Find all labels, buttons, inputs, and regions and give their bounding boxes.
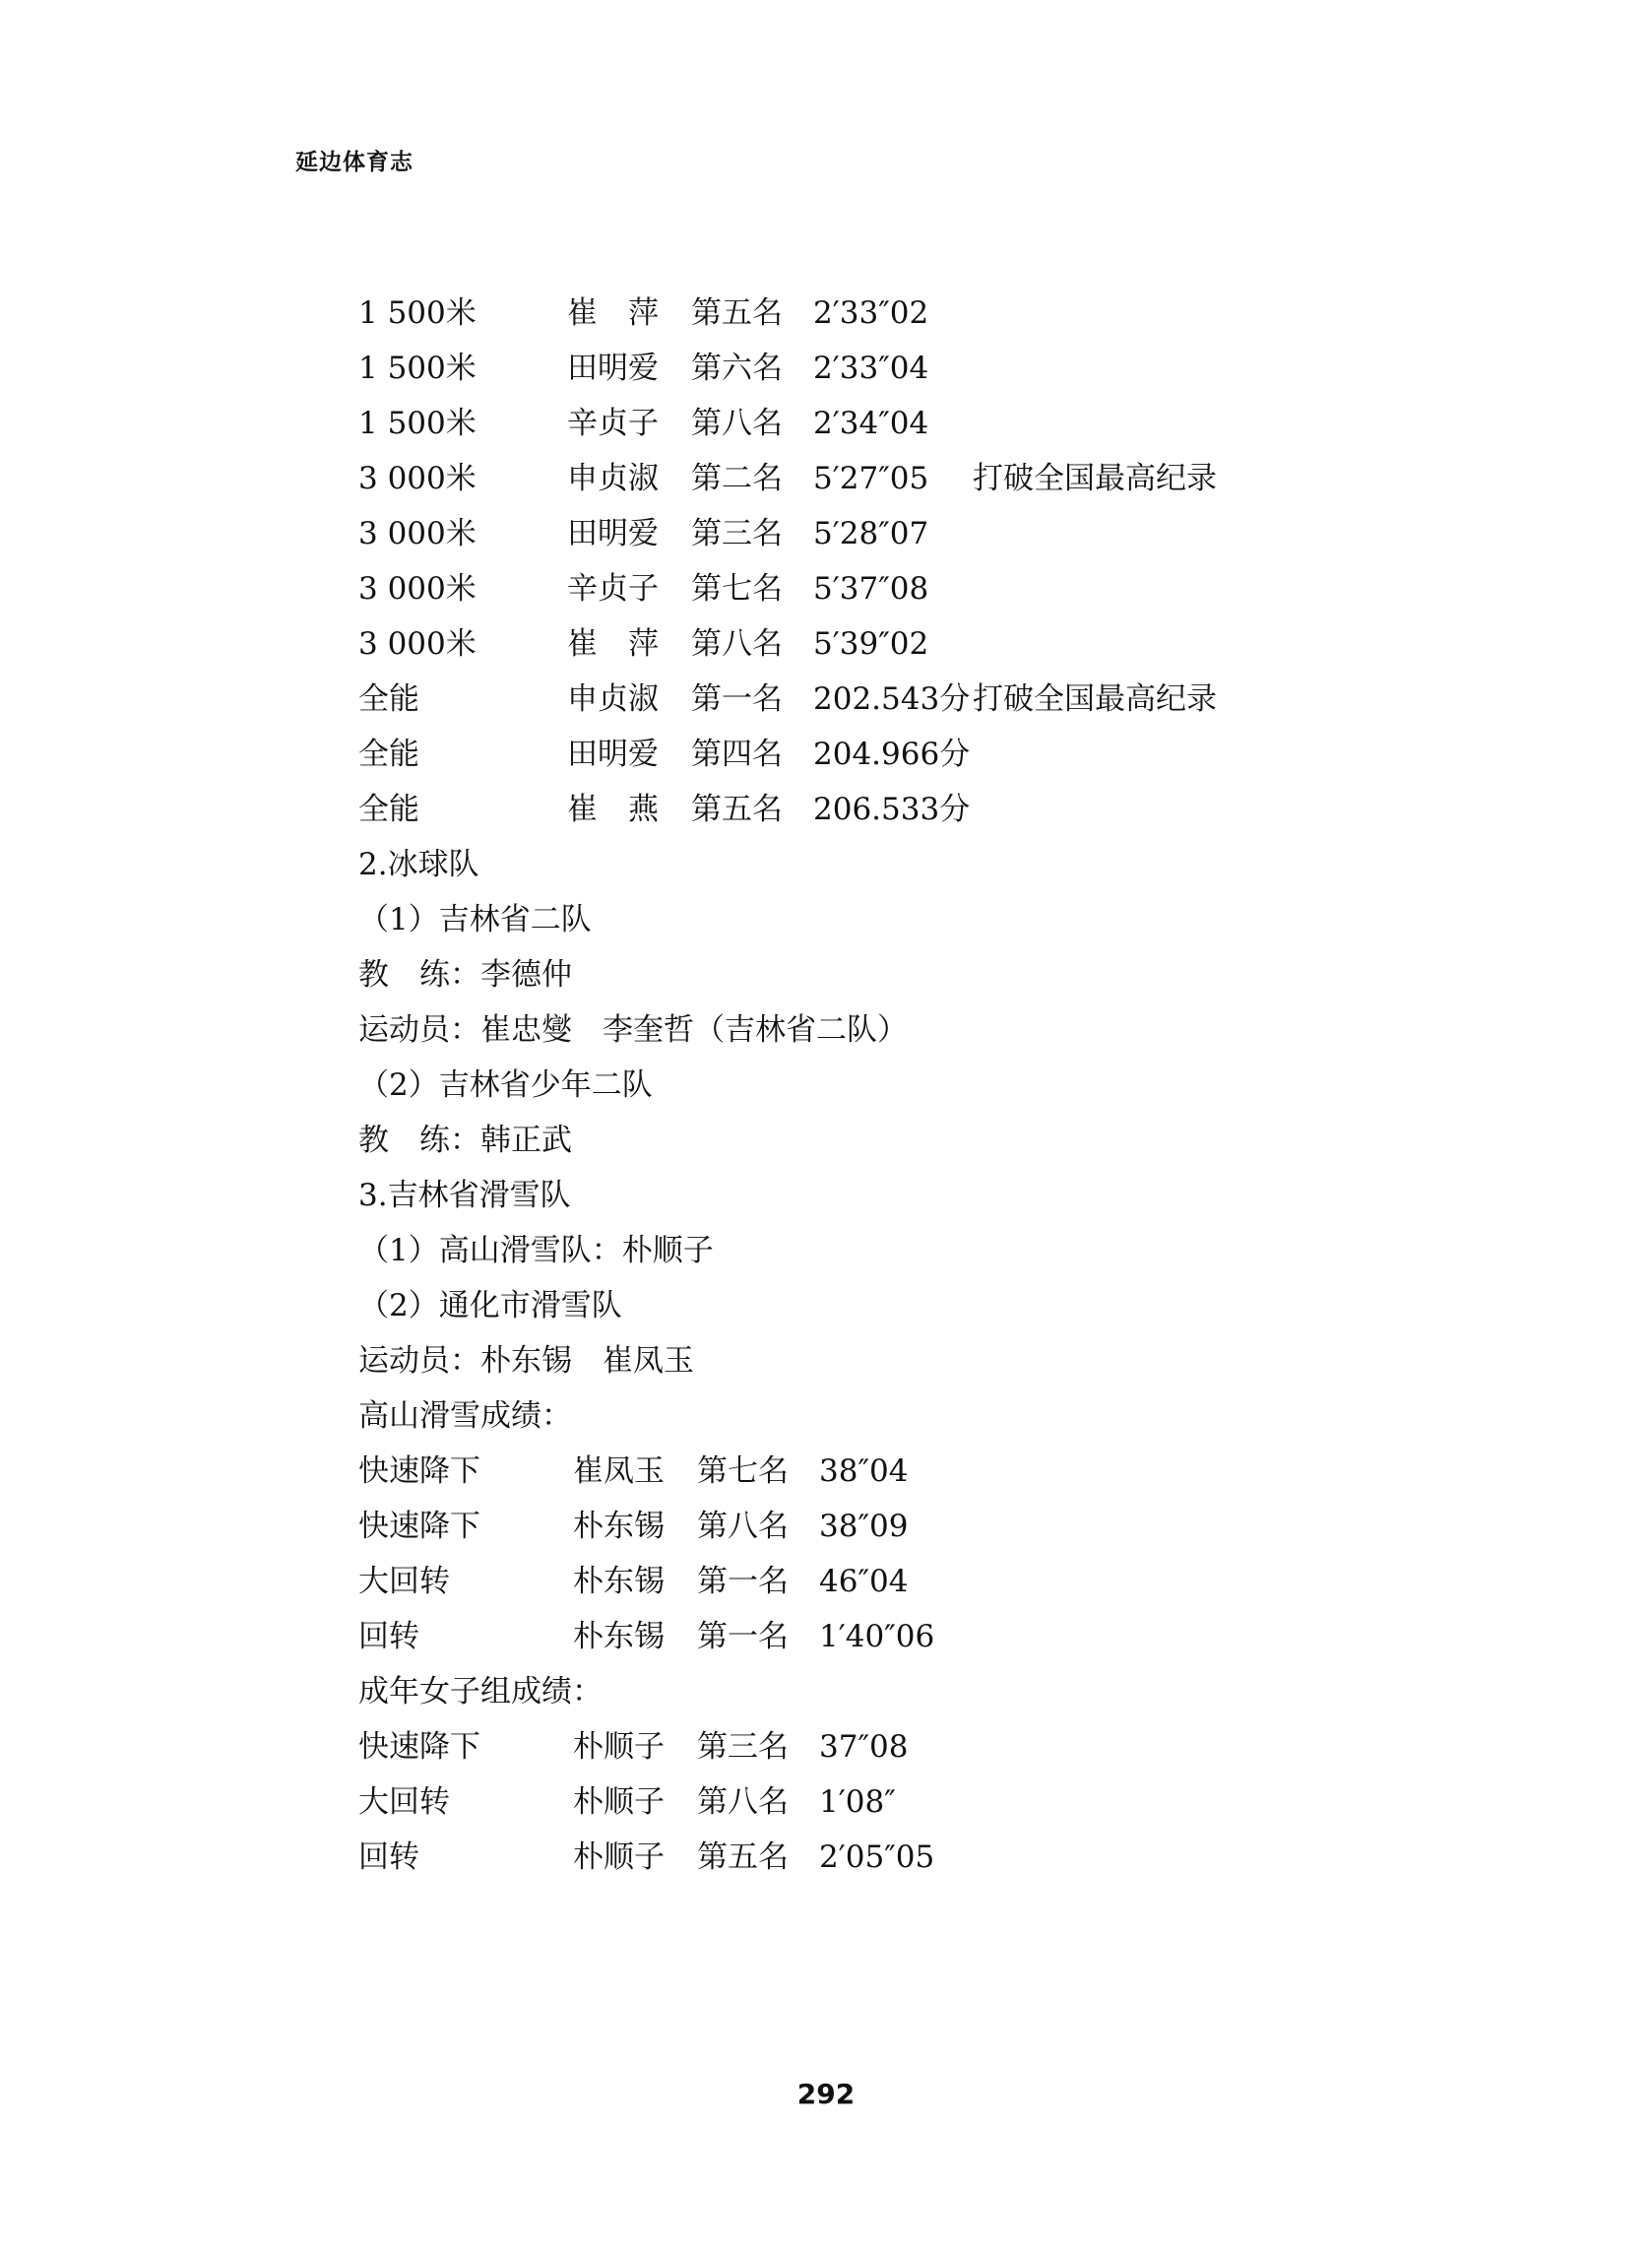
result-row [358, 506, 1540, 561]
rank: 第一名 [697, 1619, 789, 1654]
rank: 第七名 [697, 1453, 789, 1489]
event: 3 000米 [358, 516, 477, 551]
result-row [358, 396, 1540, 451]
rank: 第四名 [691, 737, 783, 772]
result: 5′28″07 [813, 516, 929, 551]
running-header: 延边体育志 [295, 150, 413, 175]
rank: 第八名 [697, 1509, 789, 1544]
result: 204.966分 [813, 737, 971, 772]
result: 1′08″ [819, 1784, 896, 1820]
athlete-name: 朴东锡 [573, 1619, 665, 1654]
subsection-heading: 高山滑雪成绩： [358, 1398, 572, 1434]
result: 5′37″08 [813, 571, 929, 607]
event: 全能 [358, 681, 419, 717]
result-row [358, 1830, 1540, 1885]
team-line: （1）吉林省二队 [358, 902, 592, 937]
team-line: （2）吉林省少年二队 [358, 1067, 653, 1103]
event: 回转 [358, 1619, 419, 1654]
result: 206.533分 [813, 792, 971, 827]
result-row [358, 1499, 1540, 1554]
result: 2′34″04 [813, 406, 929, 441]
coach-line: 教 练：韩正武 [358, 1123, 572, 1158]
section-heading: 2.冰球队 [358, 847, 479, 882]
rank: 第三名 [691, 516, 783, 551]
result-row [358, 1609, 1540, 1664]
athlete-name: 崔凤玉 [573, 1453, 665, 1489]
section-heading: 3.吉林省滑雪队 [358, 1178, 571, 1213]
athlete-name: 辛贞子 [567, 406, 659, 441]
athletes-line: 运动员：崔忠燮 李奎哲（吉林省二队） [358, 1012, 908, 1048]
athlete-name: 朴东锡 [573, 1564, 665, 1599]
result-row [358, 1774, 1540, 1830]
event: 全能 [358, 737, 419, 772]
athlete-name: 朴东锡 [573, 1509, 665, 1544]
result: 5′39″02 [813, 626, 929, 662]
event: 3 000米 [358, 571, 477, 607]
athlete-name: 朴顺子 [573, 1839, 665, 1875]
result: 202.543分 [813, 681, 971, 717]
athlete-name: 崔 萍 [567, 626, 659, 662]
result: 46″04 [819, 1564, 909, 1599]
result-row [358, 341, 1540, 396]
event: 大回转 [358, 1564, 450, 1599]
page-number: 292 [796, 2078, 856, 2110]
team-line: （2）通化市滑雪队 [358, 1288, 622, 1323]
rank: 第七名 [691, 571, 783, 607]
rank: 第五名 [691, 295, 783, 331]
rank: 第八名 [691, 406, 783, 441]
rank: 第二名 [691, 461, 783, 496]
result: 2′05″05 [819, 1839, 935, 1875]
result-row [358, 451, 1540, 506]
athlete-name: 田明爱 [567, 351, 659, 386]
result: 1′40″06 [819, 1619, 935, 1654]
athlete-name: 申贞淑 [567, 681, 659, 717]
athlete-name: 田明爱 [567, 516, 659, 551]
athlete-name: 辛贞子 [567, 571, 659, 607]
result-row [358, 616, 1540, 672]
rank: 第五名 [697, 1839, 789, 1875]
athlete-name: 崔 萍 [567, 295, 659, 331]
event: 1 500米 [358, 295, 477, 331]
athlete-name: 田明爱 [567, 737, 659, 772]
rank: 第一名 [697, 1564, 789, 1599]
athlete-name: 申贞淑 [567, 461, 659, 496]
result: 37″08 [819, 1729, 909, 1765]
result-row [358, 1554, 1540, 1609]
event: 快速降下 [358, 1509, 480, 1544]
result-row [358, 672, 1540, 727]
rank: 第五名 [691, 792, 783, 827]
athlete-name: 朴顺子 [573, 1729, 665, 1765]
event: 快速降下 [358, 1453, 480, 1489]
result: 2′33″02 [813, 295, 929, 331]
result: 38″04 [819, 1453, 909, 1489]
coach-line: 教 练：李德仲 [358, 957, 572, 993]
event: 1 500米 [358, 351, 477, 386]
result-row [358, 727, 1540, 782]
result-row [358, 286, 1540, 341]
rank: 第八名 [691, 626, 783, 662]
note: 打破全国最高纪录 [973, 681, 1217, 717]
note: 打破全国最高纪录 [973, 461, 1217, 496]
result: 2′33″04 [813, 351, 929, 386]
event: 全能 [358, 792, 419, 827]
team-line: （1）高山滑雪队：朴顺子 [358, 1233, 714, 1268]
event: 3 000米 [358, 626, 477, 662]
result-row [358, 1719, 1540, 1774]
rank: 第八名 [697, 1784, 789, 1820]
athletes-line: 运动员：朴东锡 崔凤玉 [358, 1343, 694, 1379]
result-row [358, 561, 1540, 616]
event: 3 000米 [358, 461, 477, 496]
athlete-name: 朴顺子 [573, 1784, 665, 1820]
rank: 第一名 [691, 681, 783, 717]
result-row [358, 782, 1540, 837]
event: 回转 [358, 1839, 419, 1875]
result-row [358, 1444, 1540, 1499]
event: 快速降下 [358, 1729, 480, 1765]
subsection-heading: 成年女子组成绩： [358, 1674, 603, 1709]
result: 5′27″05 [813, 461, 929, 496]
result: 38″09 [819, 1509, 909, 1544]
page-content [358, 286, 1540, 1885]
rank: 第六名 [691, 351, 783, 386]
event: 1 500米 [358, 406, 477, 441]
event: 大回转 [358, 1784, 450, 1820]
rank: 第三名 [697, 1729, 789, 1765]
athlete-name: 崔 燕 [567, 792, 659, 827]
